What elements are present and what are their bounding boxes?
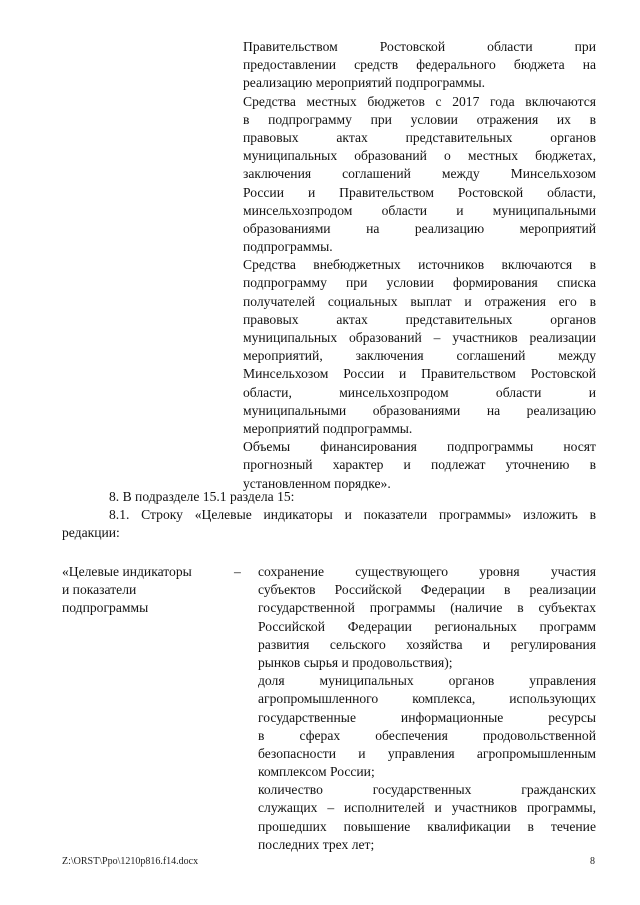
text-line: мероприятий подпрограммы. [243, 420, 413, 436]
text-line: в сферах обеспечения продовольственной [258, 727, 596, 743]
text-line: Средства внебюджетных источников включаются в [243, 257, 596, 273]
text-line: правовых актах представительных органов [243, 129, 596, 145]
paragraph-local-budgets [243, 93, 596, 257]
text-line: субъектов Российской Федерации в реализации [258, 582, 596, 598]
footer-file-path: Z:\ORST\Ppo\1210p816.f14.docx [62, 856, 199, 867]
paragraph-financing-volumes [243, 438, 596, 493]
paragraph-extrabudgetary [243, 256, 596, 438]
section-8-line: 8. В подразделе 15.1 раздела 15: [109, 489, 295, 504]
text-line: Минсельхозом России и Правительством Ростовской [243, 366, 596, 382]
text-line: области, минсельхозпродом области и [243, 384, 596, 400]
text-line: Объемы финансирования подпрограммы носят [243, 439, 596, 455]
row-dash: – [234, 564, 241, 579]
text-line: заключения соглашений между Минсельхозом [243, 166, 596, 182]
text-line: подпрограмму при условии формирования списка [243, 275, 596, 291]
text-line: минсельхозпродом области и муниципальными [243, 202, 596, 218]
row-label-line: «Целевые индикаторы [62, 564, 192, 579]
text-line: в подпрограмму при условии отражения их в [243, 111, 596, 127]
text-line: России и Правительством Ростовской области, [243, 184, 596, 200]
text-line: Российской Федерации региональных программ [258, 618, 596, 634]
text-line: государственные информационные ресурсы [258, 709, 596, 725]
text-line: Правительством Ростовской области при [243, 39, 596, 54]
text-line: сохранение существующего уровня участия [258, 564, 596, 579]
row-label-line: и показатели [62, 582, 137, 598]
text-line: муниципальными образованиями на реализацию [243, 402, 596, 418]
footer-page-number: 8 [590, 856, 595, 867]
text-line: доля муниципальных органов управления [258, 673, 596, 689]
text-line: образованиями на реализацию мероприятий [243, 220, 596, 236]
indicators-list [258, 563, 596, 854]
text-line: комплексом России; [258, 764, 375, 780]
financing-text [243, 38, 596, 493]
row-label-line: подпрограммы [62, 600, 149, 616]
row-label [62, 563, 232, 618]
text-line: муниципальных образований о местных бюджетах, [243, 148, 596, 164]
section-8-1-line: 8.1. Строку «Целевые индикаторы и показатели программы» изложить в [109, 507, 596, 523]
text-line: развития сельского хозяйства и регулирования [258, 636, 596, 652]
text-line: безопасности и управления агропромышленным [258, 745, 596, 761]
text-line: реализацию мероприятий подпрограммы. [243, 75, 486, 91]
text-line: муниципальных образований – участников реализации [243, 330, 596, 345]
text-line: установленном порядке». [243, 475, 391, 491]
indicator-item-municipal-share [258, 672, 596, 781]
text-line: агропромышленного комплекса, использующих [258, 691, 596, 707]
indicator-item-participation [258, 563, 596, 672]
text-line: предоставлении средств федерального бюджета на [243, 57, 596, 73]
paragraph-federal-budget [243, 38, 596, 93]
text-line: мероприятий, заключения соглашений между [243, 348, 596, 364]
text-line: Средства местных бюджетов с 2017 года включаются [243, 93, 596, 109]
section-8-1-continuation: редакции: [62, 525, 120, 541]
text-line: рынков сырья и продовольствия); [258, 654, 453, 670]
text-line: количество государственных гражданских [258, 782, 596, 798]
text-line: подпрограммы. [243, 239, 333, 255]
text-line: государственной программы (наличие в субъектах [258, 600, 596, 616]
text-line: правовых актах представительных органов [243, 311, 596, 327]
text-line: последних трех лет; [258, 836, 375, 852]
text-line: прошедших повышение квалификации в течение [258, 818, 596, 834]
text-line: получателей социальных выплат и отражения его в [243, 293, 596, 309]
indicator-item-civil-servants [258, 781, 596, 854]
text-line: прогнозный характер и подлежат уточнению в [243, 457, 596, 473]
text-line: служащих – исполнителей и участников программы, [258, 800, 596, 816]
section-8-heading [62, 488, 596, 543]
